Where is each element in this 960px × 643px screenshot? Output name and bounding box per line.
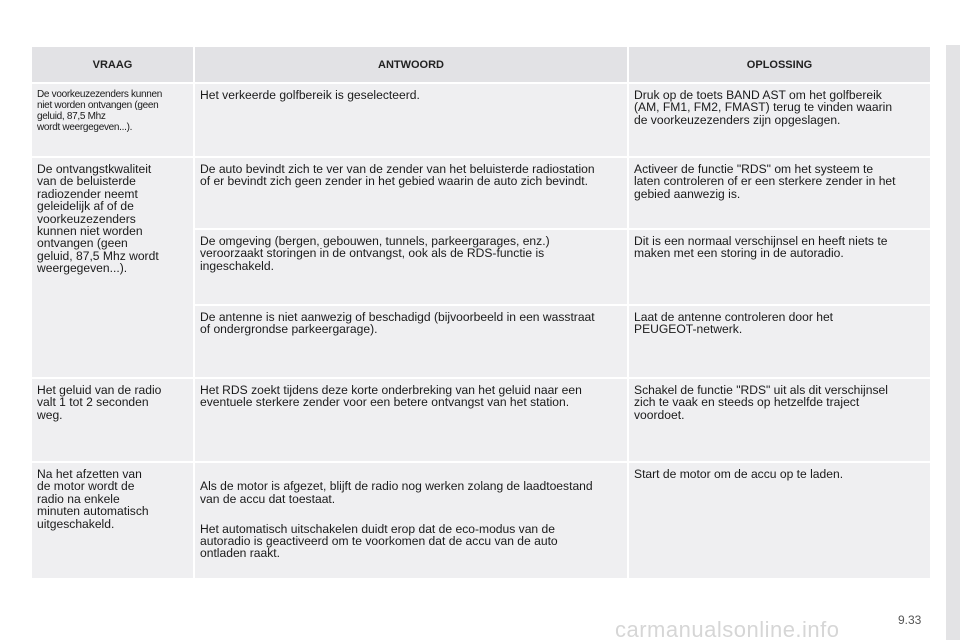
table-header-row: [31, 46, 931, 83]
page-edge-bar: [946, 45, 960, 640]
header-question: VRAAG: [31, 46, 194, 83]
solution-cell: [628, 305, 931, 378]
solution-cell: [628, 83, 931, 157]
table-row: [31, 83, 931, 157]
answer-cell: [194, 157, 628, 229]
answer-text: Als de motor is afgezet, blijft de radio nog werken zolang de laadtoestand van de accu dat toestaat.: [200, 479, 593, 506]
answer-text-block: [195, 463, 627, 578]
solution-text: Druk op de toets BAND AST om het golfbereik (AM, FM1, FM2, FMAST) terug te vinden waarin de voorkeuzezenders zijn opgeslagen.: [634, 88, 893, 127]
answer-cell: [194, 378, 628, 462]
answer-cell: [194, 462, 628, 579]
answer-cell: [194, 305, 628, 378]
solution-cell: [628, 157, 931, 229]
solution-text: Start de motor om de accu op te laden.: [634, 467, 844, 481]
solution-text: Laat de antenne controleren door het PEUGEOT-netwerk.: [634, 310, 834, 337]
answer-cell: [194, 229, 628, 305]
question-text: De voorkeuzezenders kunnen niet worden ontvangen (geen geluid, 87,5 Mhz wordt weergegeven...).: [37, 89, 163, 133]
question-text: Na het afzetten van de motor wordt de radio na enkele minuten automatisch uitgeschakeld.: [37, 467, 149, 531]
solution-cell: [628, 229, 931, 305]
page-number: 9.33: [898, 613, 922, 627]
answer-text: Het RDS zoekt tijdens deze korte onderbreking van het geluid naar een eventuele sterkere zender voor een betere ontvangst van het station.: [200, 383, 582, 410]
solution-cell: [628, 462, 931, 579]
troubleshooting-table: [30, 45, 932, 580]
table-row: [31, 462, 931, 579]
solution-text: Dit is een normaal verschijnsel en heeft niets te maken met een storing in de autoradio.: [634, 234, 888, 261]
answer-extra-text: Het automatisch uitschakelen duidt erop dat de eco-modus van de autoradio is geactiveerd om te voorkomen dat de accu van de auto ontladen raakt.: [200, 521, 558, 561]
question-cell: [31, 462, 194, 579]
answer-cell: [194, 83, 628, 157]
answer-text: De antenne is niet aanwezig of beschadigd (bijvoorbeeld in een wasstraat of ondergrondse parkeergarage).: [200, 310, 595, 337]
answer-text: De auto bevindt zich te ver van de zender van het beluisterde radiostation of er bevindt zich geen zender in het gebied waarin de auto zich bevindt.: [200, 162, 595, 189]
watermark: carmanualsonline.info: [615, 617, 840, 642]
solution-cell: [628, 378, 931, 462]
question-cell: [31, 157, 194, 378]
table-row: [31, 157, 931, 229]
header-solution: OPLOSSING: [628, 46, 931, 83]
header-answer: ANTWOORD: [194, 46, 628, 83]
table-row: [31, 378, 931, 462]
question-cell: [31, 378, 194, 462]
solution-text: Activeer de functie "RDS" om het systeem te laten controleren of er een sterkere zender in het gebied aanwezig is.: [634, 162, 896, 201]
answer-text: Het verkeerde golfbereik is geselecteerd.: [200, 88, 420, 102]
question-text: De ontvangstkwaliteit van de beluisterde radiozender neemt geleidelijk af of de voorkeuzezenders kunnen niet worden ontvangen (geen geluid, 87,5 Mhz wordt weergegeven...).: [37, 162, 159, 276]
question-cell: [31, 83, 194, 157]
answer-text: De omgeving (bergen, gebouwen, tunnels, parkeergarages, enz.) veroorzaakt storingen in de ontvangst, ook als de RDS-functie is ingeschakeld.: [200, 234, 550, 273]
question-text: Het geluid van de radio valt 1 tot 2 seconden weg.: [37, 383, 162, 422]
solution-text: Schakel de functie "RDS" uit als dit verschijnsel zich te vaak en steeds op hetzelfde traject voordoet.: [634, 383, 888, 422]
